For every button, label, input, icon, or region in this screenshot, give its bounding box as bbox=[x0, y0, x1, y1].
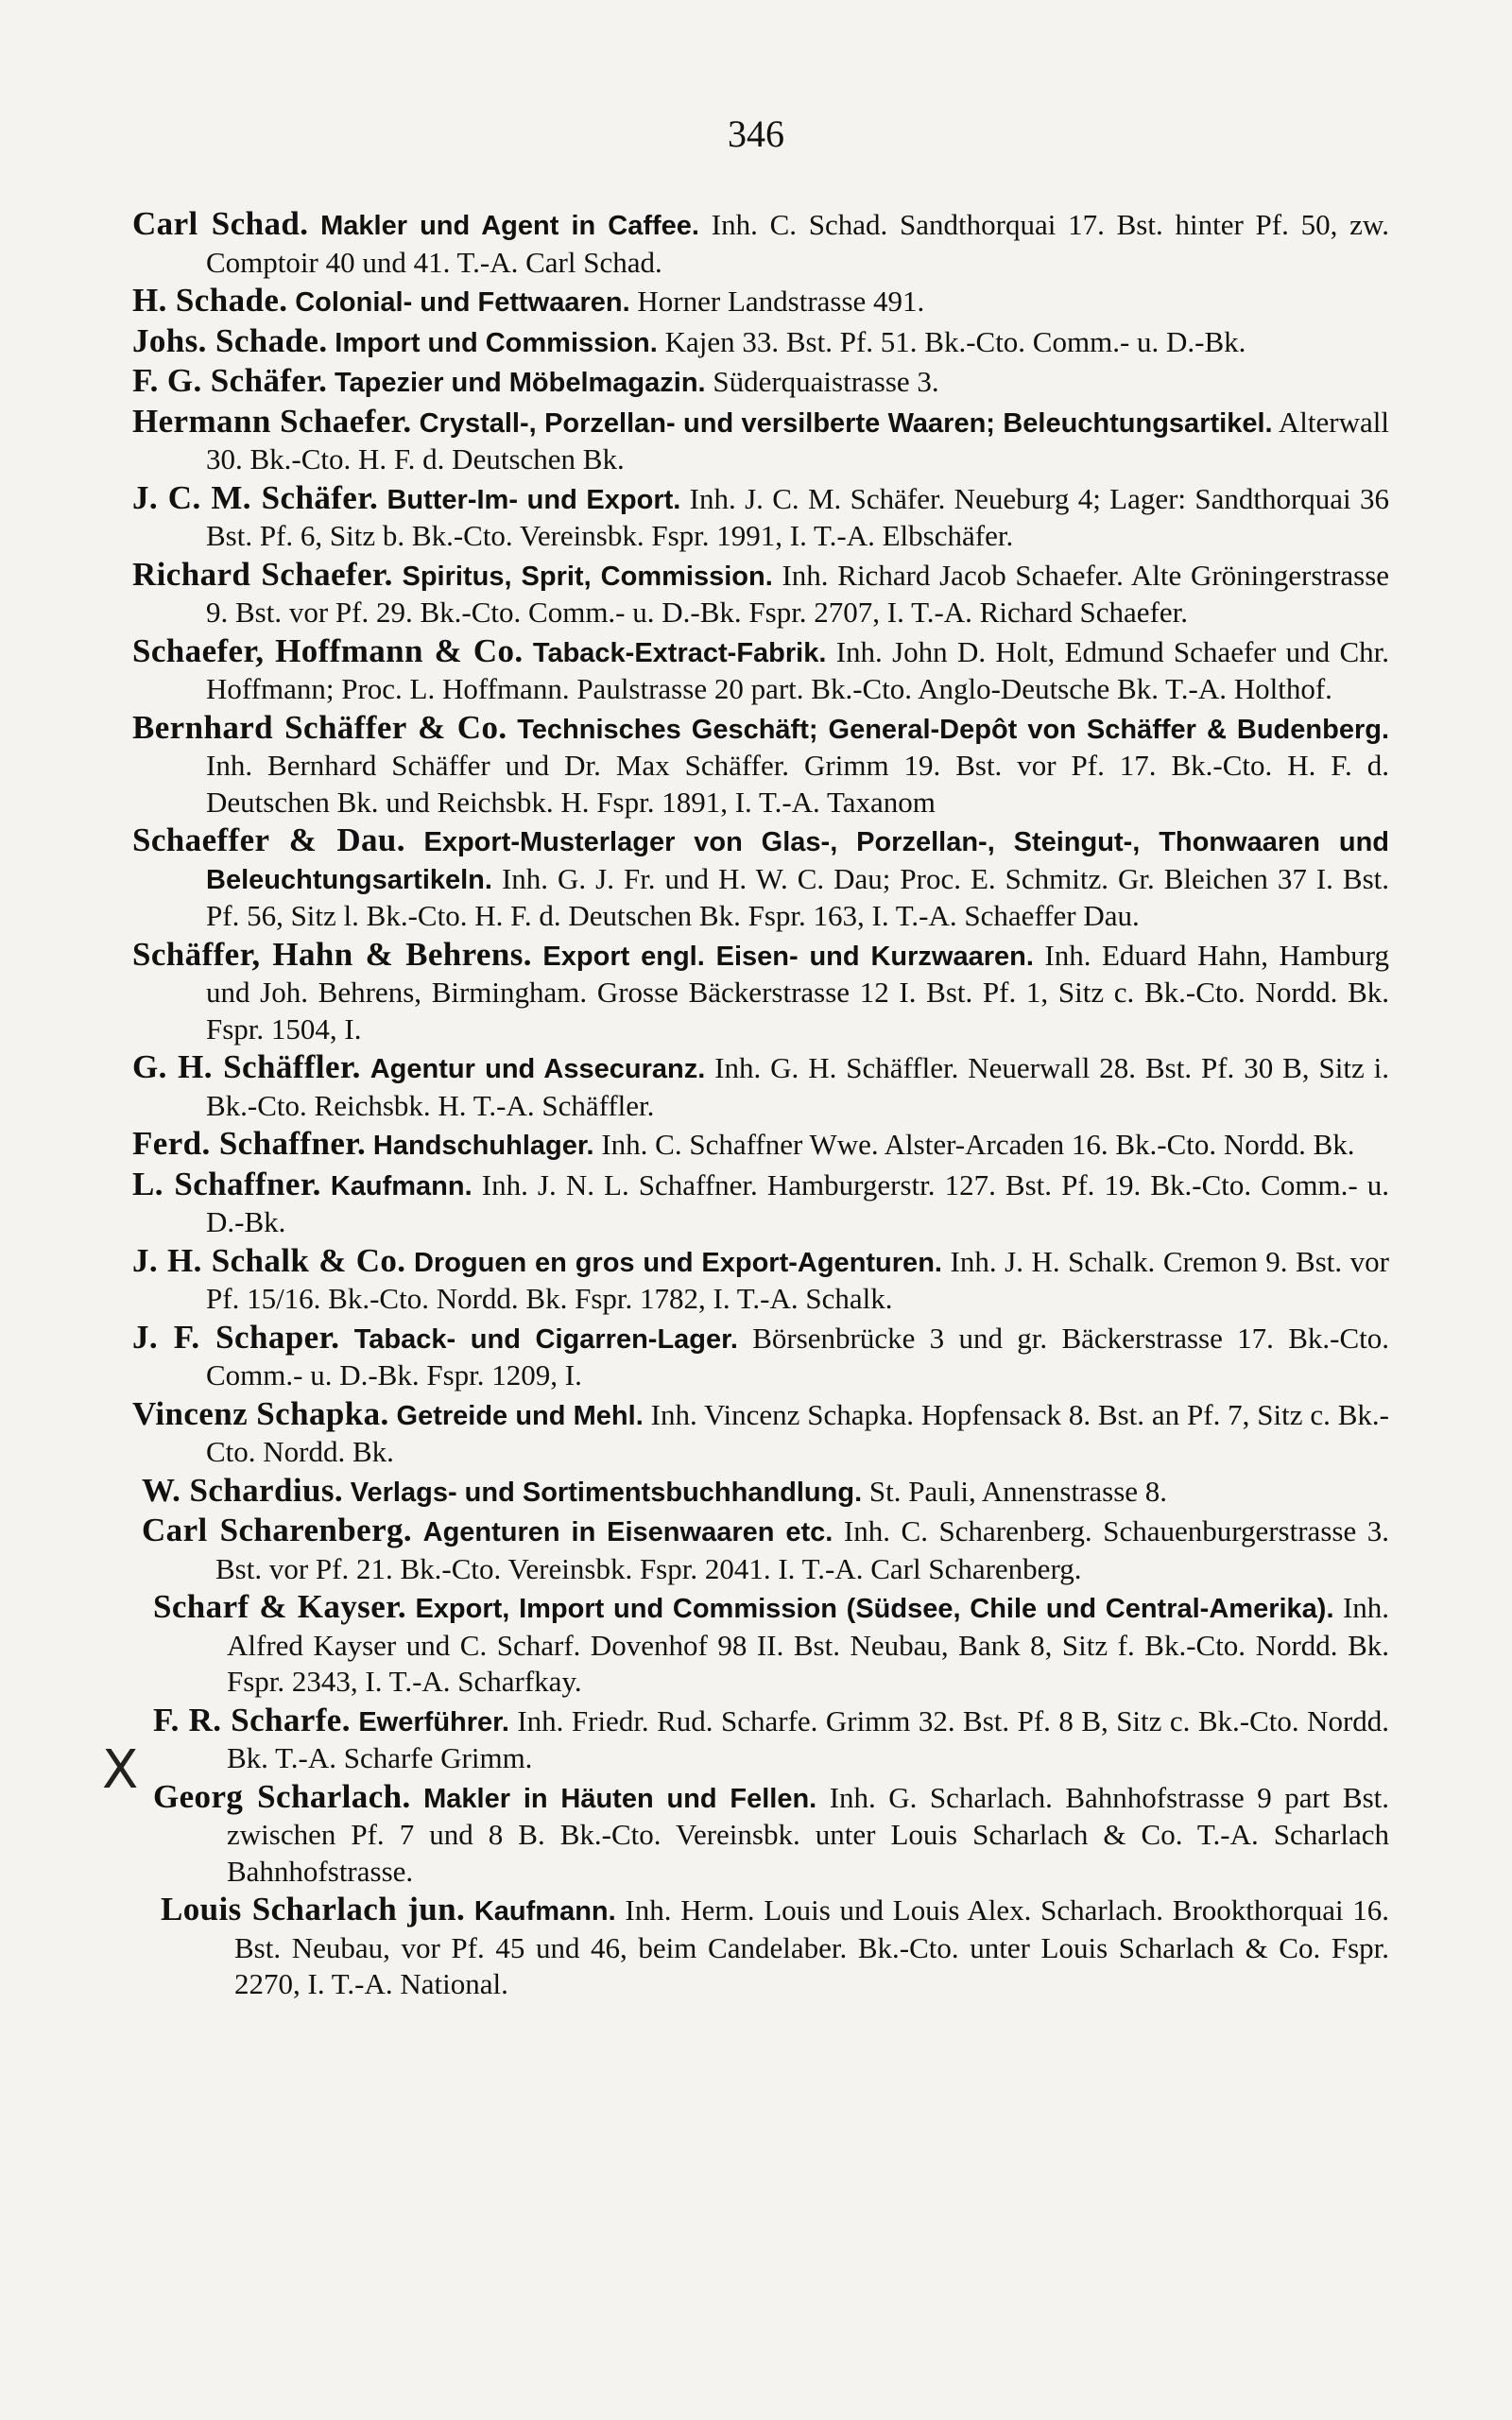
entry-name: Hermann Schaefer. bbox=[132, 402, 412, 440]
entry-business: Verlags- und Sortimentsbuchhandlung. bbox=[350, 1477, 863, 1508]
entry-business: Kaufmann. bbox=[473, 1896, 616, 1927]
entry-name: W. Schardius. bbox=[142, 1471, 344, 1509]
entry-details: Inh. C. Schad. Sandthorquai 17. Bst. hinter Pf. 50, zw. Comptoir 40 und 41. T.-A. Carl Schad. bbox=[206, 208, 1389, 279]
entry-name: Bernhard Schäffer & Co. bbox=[132, 708, 507, 746]
entry-business: Taback-Extract-Fabrik. bbox=[532, 637, 827, 668]
directory-entry bbox=[132, 937, 1389, 1048]
directory-entry bbox=[132, 480, 1389, 555]
entry-business: Getreide und Mehl. bbox=[396, 1400, 644, 1431]
entry-business: Spiritus, Sprit, Commission. bbox=[402, 561, 773, 592]
directory-entry bbox=[142, 1473, 1389, 1512]
entry-name: Johs. Schade. bbox=[132, 321, 328, 359]
directory-entry bbox=[132, 633, 1389, 708]
entry-business: Export engl. Eisen- und Kurzwaaren. bbox=[542, 941, 1034, 972]
page-number: 346 bbox=[728, 112, 784, 155]
entry-details: Inh. Eduard Hahn, Hamburg und Joh. Behrens, Birmingham. Grosse Bäckerstrasse 12 I. Bst. Pf. 1, Sitz c. Bk.-Cto. Nordd. Bk. Fspr. 1504, I. bbox=[206, 938, 1390, 1046]
entry-business: Droguen en gros und Export-Agenturen. bbox=[413, 1247, 942, 1278]
entry-business: Tapezier und Möbelmagazin. bbox=[334, 368, 706, 398]
directory-entry bbox=[142, 1512, 1389, 1587]
entry-details: Börsenbrücke 3 und gr. Bäckerstrasse 17. Bk.-Cto. Comm.- u. D.-Bk. Fspr. 1209, I. bbox=[206, 1321, 1390, 1392]
entry-details: Horner Landstrasse 491. bbox=[637, 285, 925, 318]
entry-details: St. Pauli, Annenstrasse 8. bbox=[868, 1474, 1168, 1508]
entry-name: F. G. Schäfer. bbox=[132, 362, 328, 399]
directory-entry bbox=[132, 206, 1389, 281]
entry-business: Butter-Im- und Export. bbox=[387, 484, 681, 515]
entry-details: Süderquaistrasse 3. bbox=[713, 365, 939, 398]
entry-business: Agentur und Assecuranz. bbox=[369, 1054, 706, 1084]
directory-entry bbox=[161, 1892, 1389, 2003]
entry-name: J. F. Schaper. bbox=[132, 1318, 340, 1356]
entry-details: Inh. G. J. Fr. und H. W. C. Dau; Proc. E. Schmitz. Gr. Bleichen 37 I. Bst. Pf. 56, Sitz l. Bk.-Cto. H. F. d. Deutschen Bk. Fspr. 163, I. T.-A. Schaeffer Dau. bbox=[206, 861, 1390, 932]
entry-business: Handschuhlager. bbox=[372, 1131, 594, 1161]
entry-name: H. Schade. bbox=[132, 282, 288, 319]
entry-name: G. H. Schäffler. bbox=[132, 1048, 361, 1085]
entry-business: Taback- und Cigarren-Lager. bbox=[353, 1323, 738, 1355]
directory-entry bbox=[153, 1589, 1389, 1701]
directory-entry bbox=[132, 283, 1389, 321]
entry-business: Ewerführer. bbox=[358, 1706, 509, 1737]
entry-details: Inh. Bernhard Schäffer und Dr. Max Schäffer. Grimm 19. Bst. vor Pf. 17. Bk.-Cto. H. F. d. Deutschen Bk. und Reichsbk. H. Fspr. 1891, I. T.-A. Taxanom bbox=[206, 749, 1389, 819]
entry-details: Inh. John D. Holt, Edmund Schaefer und Chr. Hoffmann; Proc. L. Hoffmann. Paulstrasse 20 part. Bk.-Cto. Anglo-Deutsche Bk. T.-A. Holthof. bbox=[206, 634, 1390, 705]
entry-details: Inh. C. Scharenberg. Schauenburgerstrasse 3. Bst. vor Pf. 21. Bk.-Cto. Vereinsbk. Fspr. 2041. I. T.-A. Carl Scharenberg. bbox=[215, 1514, 1390, 1585]
entry-business: Kaufmann. bbox=[330, 1170, 472, 1201]
directory-entry bbox=[132, 404, 1389, 478]
entry-details: Inh. Alfred Kayser und C. Scharf. Dovenhof 98 II. Bst. Neubau, Bank 8, Sitz f. Bk.-Cto. Nordd. Bk. Fspr. 2343, I. T.-A. Scharfkay. bbox=[227, 1591, 1390, 1698]
entry-business: Makler in Häuten und Fellen. bbox=[423, 1783, 817, 1814]
entry-details: Inh. G. H. Schäffler. Neuerwall 28. Bst. Pf. 30 B, Sitz i. Bk.-Cto. Reichsbk. H. T.-A. Schäffler. bbox=[206, 1051, 1389, 1122]
directory-entry bbox=[132, 1049, 1389, 1124]
entry-name: Carl Schad. bbox=[132, 205, 309, 242]
directory-entry bbox=[132, 1126, 1389, 1165]
entry-name: Schäffer, Hahn & Behrens. bbox=[132, 935, 532, 973]
directory-entry bbox=[132, 1320, 1389, 1394]
entry-business: Agenturen in Eisenwaaren etc. bbox=[422, 1517, 833, 1547]
directory-entry bbox=[132, 822, 1389, 935]
entry-name: Vincenz Schapka. bbox=[132, 1394, 389, 1432]
handwritten-margin-mark: X bbox=[102, 1739, 139, 1801]
entry-name: Louis Scharlach jun. bbox=[161, 1891, 466, 1927]
entry-name: L. Schaffner. bbox=[132, 1165, 321, 1202]
entry-name: J. C. M. Schäfer. bbox=[132, 478, 379, 516]
directory-entry bbox=[153, 1703, 1389, 1777]
directory-entry bbox=[132, 363, 1389, 402]
entry-business: Export, Import und Commission (Südsee, Chile und Central-Amerika). bbox=[415, 1594, 1334, 1624]
entry-details: Kajen 33. Bst. Pf. 51. Bk.-Cto. Comm.- u. D.-Bk. bbox=[664, 324, 1246, 358]
entry-business: Export-Musterlager von Glas-, Porzellan-, Steingut-, Thonwaaren und Beleuchtungsartikeln. bbox=[206, 827, 1390, 895]
directory-entry bbox=[153, 1779, 1389, 1891]
entry-details: Inh. Herm. Louis und Louis Alex. Scharlach. Brookthorquai 16. Bst. Neubau, vor Pf. 45 und 46, beim Candelaber. Bk.-Cto. unter Louis Scharlach & Co. Fspr. 2270, I. T.-A. National. bbox=[234, 1893, 1390, 2000]
directory-entry bbox=[132, 1167, 1389, 1241]
directory-entry bbox=[132, 323, 1389, 362]
entry-name: Schaefer, Hoffmann & Co. bbox=[132, 631, 524, 669]
entry-business: Colonial- und Fettwaaren. bbox=[295, 287, 630, 318]
entry-details: Inh. J. C. M. Schäfer. Neueburg 4; Lager: Sandthorquai 36 Bst. Pf. 6, Sitz b. Bk.-Cto. Vereinsbk. Fspr. 1991, I. T.-A. Elbschäfer. bbox=[206, 481, 1390, 552]
entry-name: Scharf & Kayser. bbox=[153, 1588, 407, 1625]
entry-details: Inh. J. N. L. Schaffner. Hamburgerstr. 127. Bst. Pf. 19. Bk.-Cto. Comm.- u. D.-Bk. bbox=[206, 1167, 1390, 1238]
entry-name: Georg Scharlach. bbox=[153, 1777, 411, 1815]
entry-name: J. H. Schalk & Co. bbox=[132, 1241, 406, 1279]
directory-entry bbox=[132, 557, 1389, 631]
entry-business: Technisches Geschäft; General-Depôt von Schäffer & Budenberg. bbox=[517, 714, 1389, 745]
entry-business: Import und Commission. bbox=[335, 327, 658, 358]
entry-details: Inh. J. H. Schalk. Cremon 9. Bst. vor Pf. 15/16. Bk.-Cto. Nordd. Bk. Fspr. 1782, I. T.-A. Schalk. bbox=[206, 1244, 1389, 1315]
entry-details: Inh. Friedr. Rud. Scharfe. Grimm 32. Bst. Pf. 8 B, Sitz c. Bk.-Cto. Nordd. Bk. T.-A. Scharfe Grimm. bbox=[227, 1703, 1390, 1774]
entry-details: Inh. Vincenz Schapka. Hopfensack 8. Bst. an Pf. 7, Sitz c. Bk.-Cto. Nordd. Bk. bbox=[206, 1397, 1389, 1468]
entry-details: Alterwall 30. Bk.-Cto. H. F. d. Deutschen Bk. bbox=[206, 405, 1389, 475]
entry-business: Makler und Agent in Caffee. bbox=[320, 211, 699, 241]
directory-entry bbox=[132, 710, 1389, 821]
entry-name: F. R. Scharfe. bbox=[153, 1701, 351, 1738]
entry-name: Richard Schaefer. bbox=[132, 555, 393, 593]
entry-name: Ferd. Schaffner. bbox=[132, 1125, 367, 1162]
entry-details: Inh. Richard Jacob Schaefer. Alte Gröningerstrasse 9. Bst. vor Pf. 29. Bk.-Cto. Comm.- u. D.-Bk. Fspr. 2707, I. T.-A. Richard Schaefer. bbox=[206, 558, 1390, 629]
entry-business: Crystall-, Porzellan- und versilberte Waaren; Beleuchtungsartikel. bbox=[419, 407, 1273, 439]
entry-details: Inh. G. Scharlach. Bahnhofstrasse 9 part Bst. zwischen Pf. 7 und 8 B. Bk.-Cto. Vereinsbk. unter Louis Scharlach & Co. T.-A. Scharlach Bahnhofstrasse. bbox=[227, 1780, 1390, 1888]
directory-entry bbox=[132, 1243, 1389, 1318]
directory-entries bbox=[132, 206, 1389, 2005]
entry-name: Schaeffer & Dau. bbox=[132, 821, 405, 858]
entry-details: Inh. C. Schaffner Wwe. Alster-Arcaden 16. Bk.-Cto. Nordd. Bk. bbox=[601, 1128, 1355, 1161]
entry-name: Carl Scharenberg. bbox=[142, 1512, 413, 1548]
directory-entry bbox=[132, 1396, 1389, 1471]
